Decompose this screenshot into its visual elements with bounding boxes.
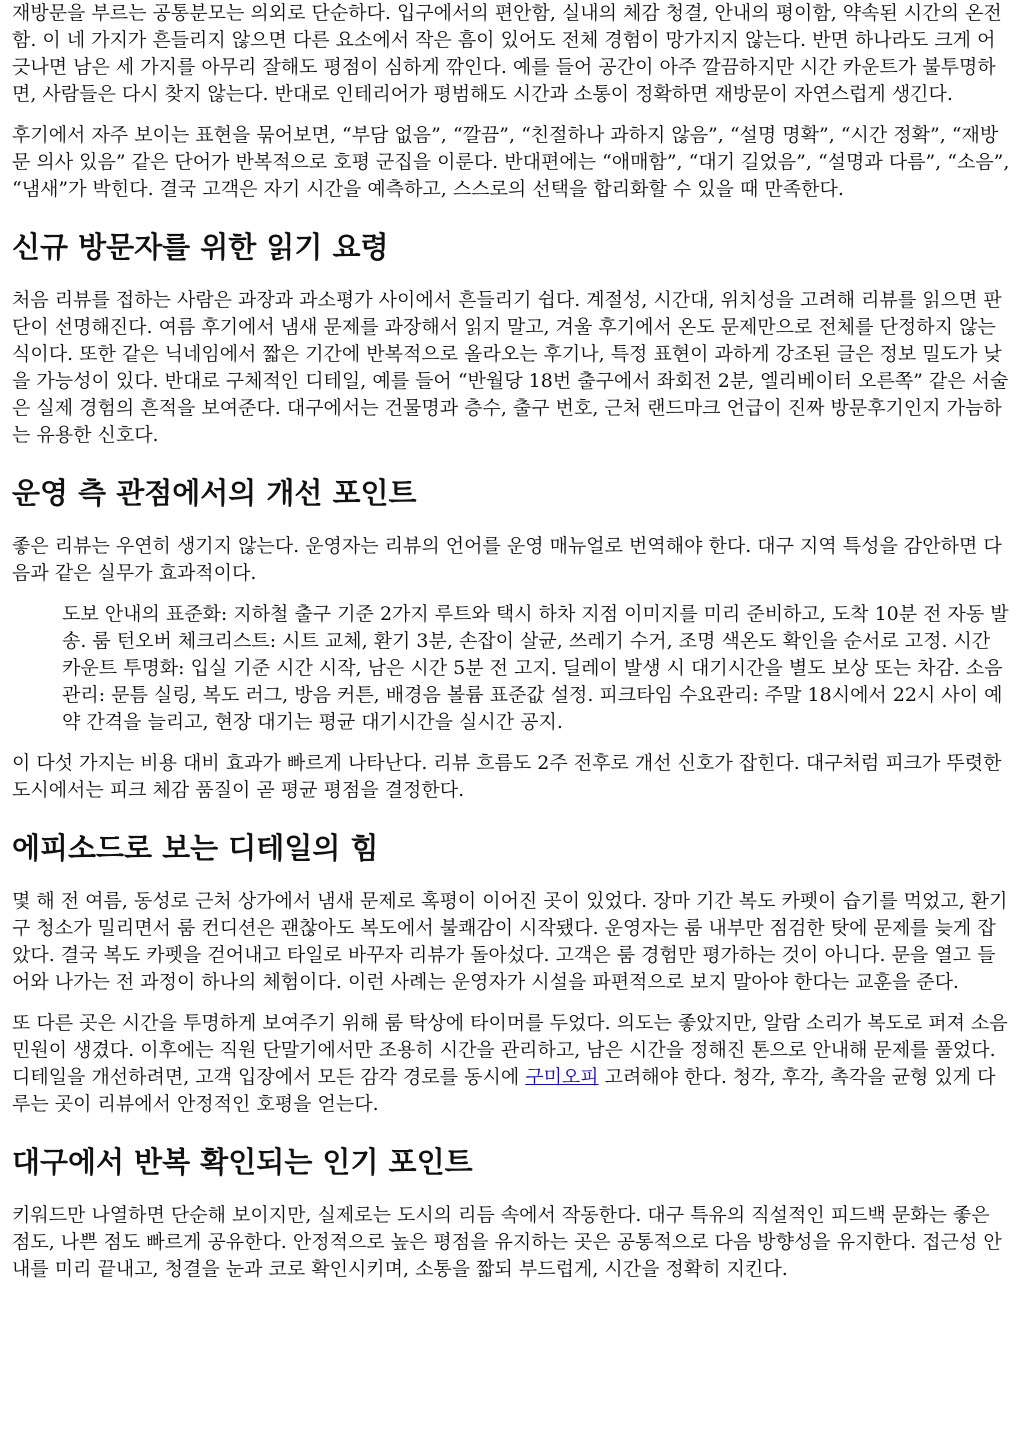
episode-section xyxy=(12,830,1012,1118)
section-heading: 에피소드로 보는 디테일의 힘 xyxy=(12,831,379,865)
paragraph: 처음 리뷰를 접하는 사람은 과장과 과소평가 사이에서 흔들리기 쉽다. 계절성, 시간대, 위치성을 고려해 리뷰를 읽으면 판단이 선명해진다. 여름 후기에서 냄새 문제를 과장해서 읽지 말고, 겨울 후기에서 온도 문제만으로 전체를 단정하지 않는 식이다. 또한 같은 닉네임에서 짧은 기간에 반복적으로 올라오는 후기나, 특정 표현이 과하게 강조된 글은 정보 밀도가 낮을 가능성이 있다. 반대로 구체적인 디테일, 예를 들어 “반월당 18번 출구에서 좌회전 2분, 엘리베이터 오른쪽” 같은 서술은 실제 경험의 흔적을 보여준다. 대구에서는 건물명과 층수, 출구 번호, 근처 랜드마크 언급이 진짜 방문후기인지 가늠하는 유용한 신호다. xyxy=(12,289,1009,446)
paragraph: 후기에서 자주 보이는 표현을 묶어보면, “부담 없음”, “깔끔”, “친절하나 과하지 않음”, “설명 명확”, “시간 정확”, “재방문 의사 있음” 같은 단어가 반복적으로 호평 군집을 이룬다. 반대편에는 “애매함”, “대기 길었음”, “설명과 다름”, “소음”, “냄새”가 박힌다. 결국 고객은 자기 시간을 예측하고, 스스로의 선택을 합리화할 수 있을 때 만족한다. xyxy=(12,124,1010,200)
paragraph-with-link xyxy=(12,1010,1012,1118)
paragraph: 키워드만 나열하면 단순해 보이지만, 실제로는 도시의 리듬 속에서 작동한다. 대구 특유의 직설적인 피드백 문화는 좋은 점도, 나쁜 점도 빠르게 공유한다. 안정적으로 높은 평점을 유지하는 곳은 공통적으로 다음 방향성을 유지한다. 접근성 안내를 미리 끝내고, 청결을 눈과 코로 확인시키며, 소통을 짧되 부드럽게, 시간을 정확히 지킨다. xyxy=(12,1204,1002,1280)
paragraph: 좋은 리뷰는 우연히 생기지 않는다. 운영자는 리뷰의 언어를 운영 매뉴얼로 번역해야 한다. 대구 지역 특성을 감안하면 다음과 같은 실무가 효과적이다. xyxy=(12,535,1002,584)
section-heading: 신규 방문자를 위한 읽기 요령 xyxy=(12,230,389,264)
section-heading: 운영 측 관점에서의 개선 포인트 xyxy=(12,476,417,510)
text-before-link: 또 다른 곳은 시간을 투명하게 보여주기 위해 룸 탁상에 타이머를 두었다. 의도는 좋았지만, 알람 소리가 복도로 퍼져 소음 민원이 생겼다. 이후에는 직원 단말기에서만 조용히 시간을 관리하고, 남은 시간을 정해진 톤으로 안내해 문제를 풀었다. 디테일을 개선하려면, 고객 입장에서 모든 감각 경로를 동시에 xyxy=(12,1012,1008,1088)
paragraph: 이 다섯 가지는 비용 대비 효과가 빠르게 나타난다. 리뷰 흐름도 2주 전후로 개선 신호가 잡힌다. 대구처럼 피크가 뚜렷한 도시에서는 피크 체감 품질이 곧 평균 평점을 결정한다. xyxy=(12,752,1002,801)
popular-points-section xyxy=(12,1144,1012,1283)
intro-section xyxy=(12,0,1012,203)
reading-tips-section xyxy=(12,229,1012,449)
operations-section xyxy=(12,475,1012,804)
inline-link[interactable]: 구미오피 xyxy=(525,1066,599,1088)
text-after-link: 고려해야 한다. 청각, 후각, 촉각을 균형 있게 다루는 곳이 리뷰에서 안정적인 호평을 얻는다. xyxy=(12,1066,996,1115)
paragraph: 몇 해 전 여름, 동성로 근처 상가에서 냄새 문제로 혹평이 이어진 곳이 있었다. 장마 기간 복도 카펫이 습기를 먹었고, 환기구 청소가 밀리면서 룸 컨디션은 괜찮아도 복도에서 불쾌감이 시작됐다. 운영자는 룸 내부만 점검한 탓에 문제를 늦게 잡았다. 결국 복도 카펫을 걷어내고 타일로 바꾸자 리뷰가 돌아섰다. 고객은 룸 경험만 평가하는 것이 아니다. 문을 열고 들어와 나가는 전 과정이 하나의 체험이다. 이런 사례는 운영자가 시설을 파편적으로 보지 말아야 한다는 교훈을 준다. xyxy=(12,890,1008,993)
section-heading: 대구에서 반복 확인되는 인기 포인트 xyxy=(12,1145,473,1179)
paragraph: 재방문을 부르는 공통분모는 의외로 단순하다. 입구에서의 편안함, 실내의 체감 청결, 안내의 평이함, 약속된 시간의 온전함. 이 네 가지가 흔들리지 않으면 다른 요소에서 작은 흠이 있어도 전체 경험이 망가지지 않는다. 반면 하나라도 크게 어긋나면 남은 세 가지를 아무리 잘해도 평점이 심하게 깎인다. 예를 들어 공간이 아주 깔끔하지만 시간 카운트가 불투명하면, 사람들은 다시 찾지 않는다. 반대로 인테리어가 평범해도 시간과 소통이 정확하면 재방문이 자연스럽게 생긴다. xyxy=(12,2,1002,105)
checklist-quote: 도보 안내의 표준화: 지하철 출구 기준 2가지 루트와 택시 하차 지점 이미지를 미리 준비하고, 도착 10분 전 자동 발송. 룸 턴오버 체크리스트: 시트 교체, 환기 3분, 손잡이 살균, 쓰레기 수거, 조명 색온도 확인을 순서로 고정. 시간 카운트 투명화: 입실 기준 시간 시작, 남은 시간 5분 전 고지. 딜레이 발생 시 대기시간을 별도 보상 또는 차감. 소음 관리: 문틈 실링, 복도 러그, 방음 커튼, 배경음 볼륨 표준값 설정. 피크타임 수요관리: 주말 18시에서 22시 사이 예약 간격을 늘리고, 현장 대기는 평균 대기시간을 실시간 공지. xyxy=(62,603,1009,733)
